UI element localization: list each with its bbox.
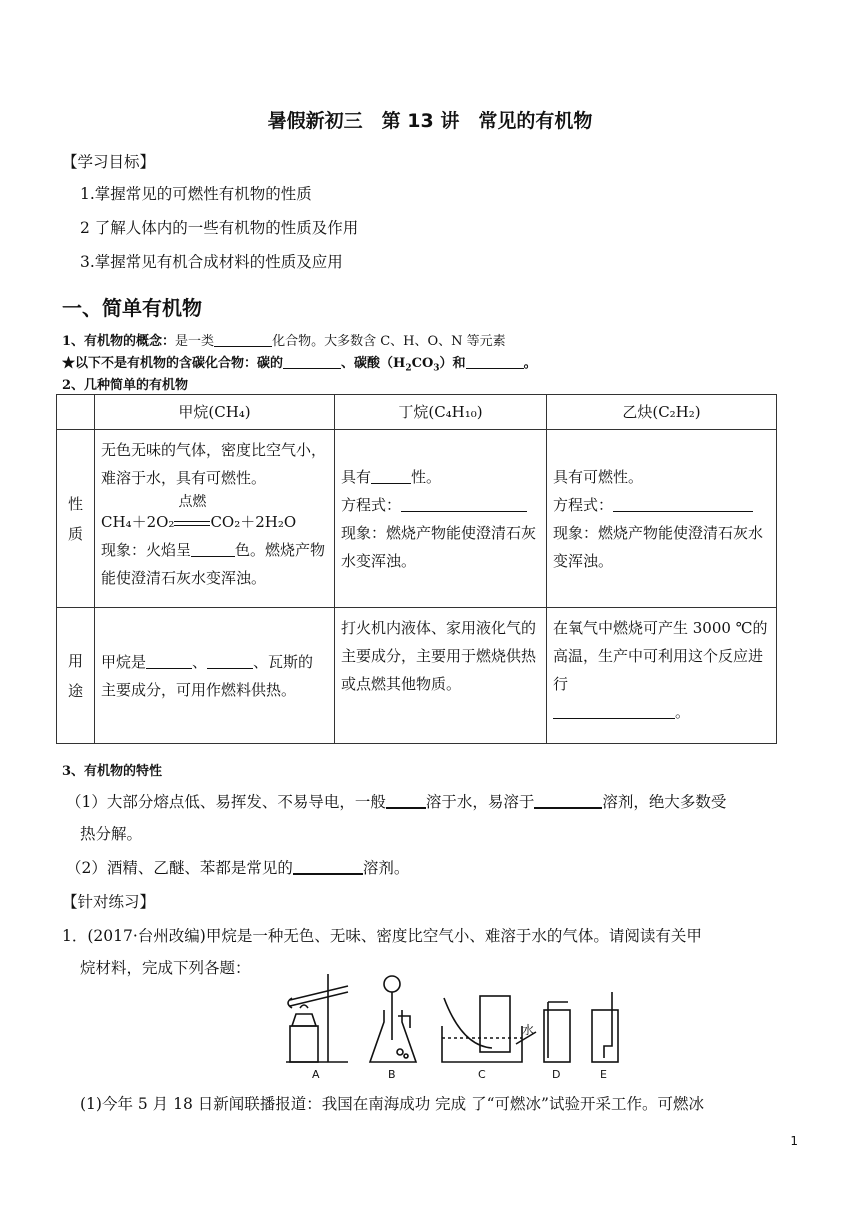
concept-text: 化合物。大多数含 C、H、O、N 等元素 [272,334,506,349]
cell-text: 现象：火焰呈 色。燃烧产物能使澄清石灰水变浑浊。 [101,541,326,587]
question-text: (1)今年 5 月 18 日新闻联播报道：我国在南海成功 完成 了“可燃冰”试验开采工作。可燃冰 [80,1095,704,1113]
row-header: 用 途 [57,608,95,744]
question-text: 烷材料，完成下列各题： [80,959,251,977]
answer-blank [534,792,602,810]
subheading: 2、几种简单的有机物 [62,378,189,393]
table-cell: 在氧气中燃烧可产生 3000 ℃的高温，生产中可利用这个反应进行 。 [547,608,777,744]
figure-label: A [312,1068,320,1081]
practice-heading: 【针对练习】 [62,893,156,911]
table-cell: 甲烷是 、 、瓦斯的主要成分，可用作燃料供热。 [95,608,335,744]
equation-left: CH₄＋2O₂ [101,513,175,531]
property-line: 热分解。 [80,825,143,843]
answer-blank [371,468,411,484]
objectives-heading: 【学习目标】 [62,153,156,171]
answer-blank [191,541,235,557]
objective-item: 1.掌握常见的可燃性有机物的性质 [80,185,312,203]
organics-table [56,394,777,744]
table-corner [57,395,95,430]
table-cell [95,430,335,608]
property-line: （1）大部分熔点低、易挥发、不易导电，一般 溶于水，易溶于 溶剂，绝大多数受 [66,793,727,811]
answer-blank [146,653,192,669]
answer-blank [207,653,253,669]
answer-blank [553,703,675,719]
figure-label: E [600,1068,607,1081]
apparatus-figure [282,966,630,1082]
star-text: 。 [523,356,537,371]
reaction-condition: 点燃 [178,494,207,510]
answer-blank [293,858,363,876]
concept-line [62,330,506,349]
subheading: 3、有机物的特性 [62,764,163,779]
table-cell: 打火机内液体、家用液化气的主要成分，主要用于燃烧供热或点燃其他物质。 [335,608,547,744]
cell-text: 现象：燃烧产物能使澄清石灰水变浑浊。 [553,523,764,570]
water-label: 水 [522,1023,535,1037]
table-cell [547,430,777,608]
table-cell [335,430,547,608]
subscript: 3 [433,363,440,374]
column-header: 甲烷(CH₄) [95,395,335,430]
star-text: ：碳的 [244,356,284,371]
answer-blank [386,792,426,810]
figure-label: B [388,1068,396,1081]
cell-text: 具有 性。 [341,467,442,486]
answer-blank [401,496,527,512]
answer-blank [613,496,753,512]
figure-label: D [552,1068,561,1081]
cell-text: 方程式： [341,491,540,519]
column-header: 乙炔(C₂H₂) [547,395,777,430]
star-text: 、碳酸（H [341,356,406,371]
objective-item: 3.掌握常见有机合成材料的性质及应用 [80,253,343,271]
reaction-arrow [174,494,210,536]
star-emphasis: 含碳化合物 [179,356,245,371]
concept-label: 1、有机物的概念： [62,334,176,349]
cell-text: 无色无味的气体，密度比空气小，难溶于水，具有可燃性。 [101,441,327,487]
equation-right: CO₂＋2H₂O [210,513,297,531]
objective-item: 2 了解人体内的一些有机物的性质及作用 [80,219,359,237]
star-line [62,352,537,374]
star-text: ★以下不是有机物的 [62,356,180,371]
concept-text: 是一类 [175,334,215,349]
equation [101,494,328,536]
figure-label: C [478,1068,486,1081]
column-header: 丁烷(C₄H₁₀) [335,395,547,430]
subscript: 2 [405,363,412,374]
property-line: （2）酒精、乙醚、苯都是常见的 溶剂。 [66,859,410,877]
answer-blank [214,333,272,347]
star-text: CO [411,356,434,371]
cell-text: 现象：燃烧产物能使澄清石灰水变浑浊。 [341,523,537,570]
row-header: 性 质 [57,430,95,608]
section-heading: 一、简单有机物 [62,296,202,320]
answer-blank [283,355,341,369]
question-text: 1．(2017·台州改编)甲烷是一种无色、无味、密度比空气小、难溶于水的气体。请阅读有关甲 [62,927,702,945]
cell-text: 具有可燃性。 [553,467,644,486]
star-text: ）和 [439,356,466,371]
cell-text: 方程式： [553,491,770,519]
page-title: 暑假新初三 第 13 讲 常见的有机物 [267,110,593,132]
answer-blank [466,355,524,369]
page-number: 1 [790,1134,798,1148]
